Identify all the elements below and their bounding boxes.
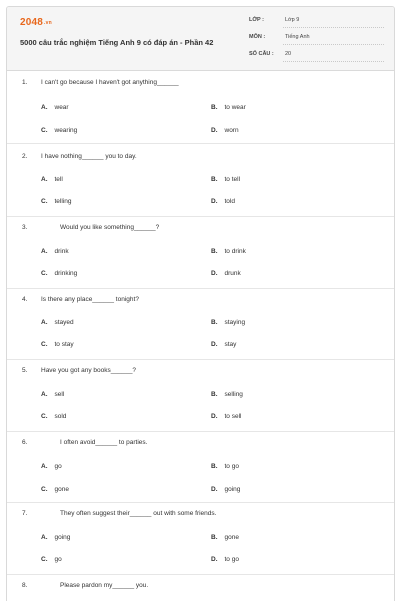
question-number: 3. bbox=[22, 224, 28, 231]
meta-divider bbox=[283, 27, 384, 28]
option-c[interactable]: C. gone bbox=[41, 486, 69, 493]
question-number: 1. bbox=[22, 79, 28, 86]
meta-grade-value: Lớp 9 bbox=[285, 17, 300, 23]
question-text: I can't go because I haven't got anything______ bbox=[41, 79, 179, 86]
option-a[interactable]: A. go bbox=[41, 463, 62, 470]
worksheet-title: 5000 câu trắc nghiệm Tiếng Anh 9 có đáp án - Phần 42 bbox=[20, 38, 214, 47]
question-divider bbox=[7, 574, 394, 575]
option-b[interactable]: B. gone bbox=[211, 534, 239, 541]
question-divider bbox=[7, 288, 394, 289]
meta-question-count bbox=[249, 49, 384, 62]
question-text: Please pardon my______ you. bbox=[60, 582, 149, 589]
option-a[interactable]: A. going bbox=[41, 534, 71, 541]
option-d[interactable]: D. drunk bbox=[211, 270, 241, 277]
option-c[interactable]: C. drinking bbox=[41, 270, 78, 277]
option-b[interactable]: B. selling bbox=[211, 391, 243, 398]
question-text: I often avoid______ to parties. bbox=[60, 439, 148, 446]
option-a[interactable]: A. stayed bbox=[41, 319, 74, 326]
question-divider bbox=[7, 143, 394, 144]
site-logo[interactable]: 2048.vn bbox=[20, 17, 52, 28]
question-divider bbox=[7, 431, 394, 432]
option-c[interactable]: C. go bbox=[41, 556, 62, 563]
option-c[interactable]: C. wearing bbox=[41, 127, 78, 134]
question-number: 4. bbox=[22, 296, 28, 303]
question-divider bbox=[7, 359, 394, 360]
question-number: 5. bbox=[22, 367, 28, 374]
option-c[interactable]: C. to stay bbox=[41, 341, 74, 348]
option-d[interactable]: D. to go bbox=[211, 556, 239, 563]
question-text: Would you like something______? bbox=[60, 224, 160, 231]
option-b[interactable]: B. to go bbox=[211, 463, 239, 470]
worksheet-header bbox=[7, 7, 394, 71]
option-d[interactable]: D. told bbox=[211, 198, 235, 205]
meta-subject-value: Tiếng Anh bbox=[285, 34, 310, 40]
option-a[interactable]: A. wear bbox=[41, 104, 69, 111]
option-a[interactable]: A. tell bbox=[41, 176, 63, 183]
option-d[interactable]: D. to sell bbox=[211, 413, 242, 420]
option-a[interactable]: A. drink bbox=[41, 248, 69, 255]
meta-grade-label: LỚP : bbox=[249, 17, 264, 23]
question-text: Have you got any books______? bbox=[41, 367, 137, 374]
question-text: I have nothing______ you to day. bbox=[41, 153, 137, 160]
option-b[interactable]: B. to drink bbox=[211, 248, 246, 255]
question-number: 8. bbox=[22, 582, 28, 589]
option-c[interactable]: C. telling bbox=[41, 198, 72, 205]
question-number: 7. bbox=[22, 510, 28, 517]
option-d[interactable]: D. stay bbox=[211, 341, 237, 348]
meta-divider bbox=[283, 61, 384, 62]
option-b[interactable]: B. to wear bbox=[211, 104, 246, 111]
option-a[interactable]: A. sell bbox=[41, 391, 65, 398]
meta-subject bbox=[249, 32, 384, 45]
question-number: 2. bbox=[22, 153, 28, 160]
meta-count-label: SỐ CÂU : bbox=[249, 51, 274, 57]
question-divider bbox=[7, 216, 394, 217]
question-number: 6. bbox=[22, 439, 28, 446]
meta-count-value: 20 bbox=[285, 51, 292, 57]
meta-subject-label: MÔN : bbox=[249, 34, 266, 40]
option-d[interactable]: D. going bbox=[211, 486, 241, 493]
option-d[interactable]: D. worn bbox=[211, 127, 239, 134]
option-b[interactable]: B. staying bbox=[211, 319, 246, 326]
question-text: Is there any place______ tonight? bbox=[41, 296, 139, 303]
question-text: They often suggest their______ out with some friends. bbox=[60, 510, 217, 517]
option-c[interactable]: C. sold bbox=[41, 413, 67, 420]
meta-grade bbox=[249, 15, 384, 28]
option-b[interactable]: B. to tell bbox=[211, 176, 241, 183]
question-divider bbox=[7, 502, 394, 503]
worksheet-page bbox=[6, 6, 395, 601]
meta-divider bbox=[283, 44, 384, 45]
